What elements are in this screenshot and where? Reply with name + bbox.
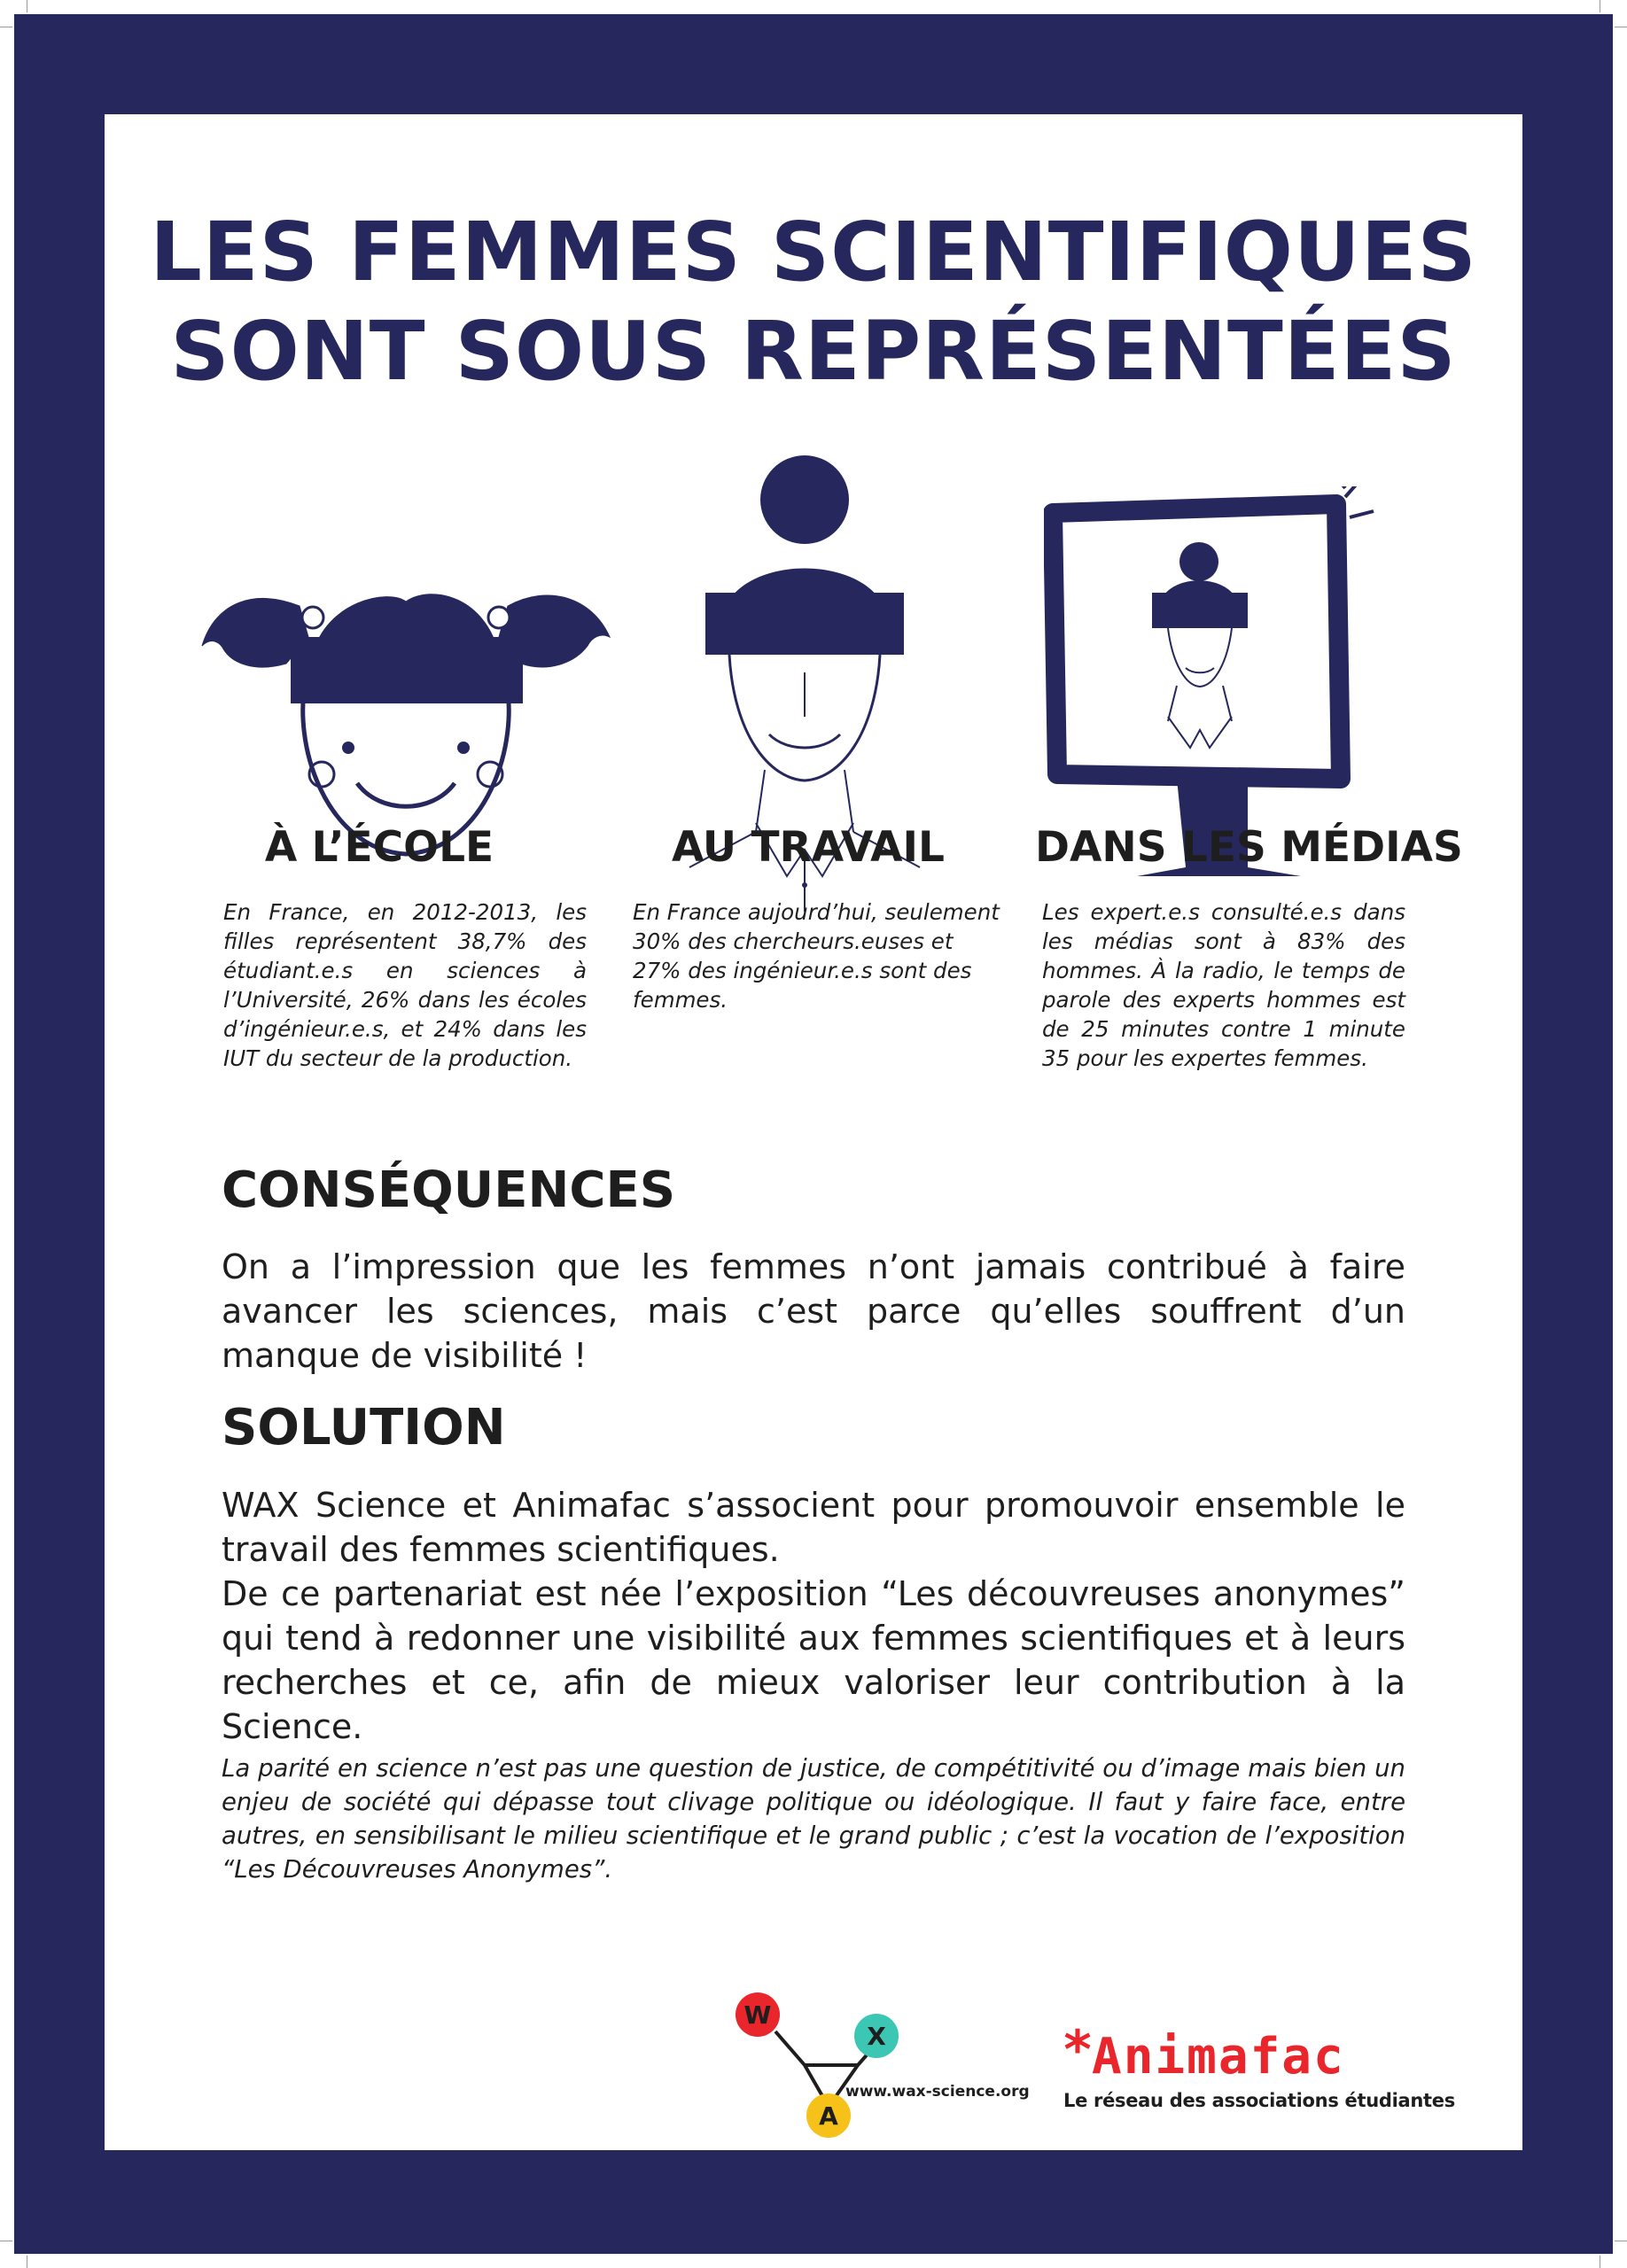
title-line-2: SONT SOUS REPRÉSENTÉES [170, 304, 1457, 399]
consequences-heading: CONSÉQUENCES [222, 1161, 676, 1219]
solution-paragraph-2: De ce partenariat est née l’exposition “Les découvreuses anonymes” qui tend à redonner une visibilité aux femmes scientifiques et à leurs recherches et ce, afin de mieux valoriser leur contribution à la Science. [222, 1574, 1405, 1746]
consequences-text: On a l’impression que les femmes n’ont jamais contribué à faire avancer les sciences, mais c’est parce qu’elles souffrent d’un manque de visibilité ! [222, 1247, 1405, 1375]
censor-bar [1152, 593, 1248, 628]
column-heading-school: À L’ÉCOLE [264, 823, 494, 872]
animafac-logo [1062, 2019, 1455, 2125]
title-line-1: LES FEMMES SCIENTIFIQUES [150, 205, 1477, 299]
wax-letter-a: A [819, 2101, 838, 2131]
censor-bar [291, 637, 523, 703]
column-text-work: En France aujourd’hui, seulement 30% des chercheurs.euses et 27% des ingénieur.e.s sont des femmes. [633, 899, 1000, 1013]
poster-page [105, 114, 1522, 2150]
column-heading-media: DANS LES MÉDIAS [1035, 823, 1463, 872]
wax-url: www.wax-science.org [845, 2083, 1030, 2101]
wax-letter-x: X [867, 2022, 886, 2051]
wax-letter-w: W [743, 2000, 772, 2030]
column-heading-work: AU TRAVAIL [672, 823, 945, 872]
column-text-media: Les expert.e.s consulté.e.s dans les médias sont à 83% des hommes. À la radio, le temps de parole des experts hommes est de 25 minutes contre 1 minute 35 pour les expertes femmes. [1042, 899, 1405, 1071]
solution-heading: SOLUTION [222, 1399, 506, 1456]
closing-quote: La parité en science n’est pas une question de justice, de compétitivité ou d’image mais bien un enjeu de société qui dépasse tout clivage politique ou idéologique. Il faut y faire face, entre autres, en sensibilisant le milieu scientifique et le grand public ; c’est la vocation de l’exposition “Les Découvreuses Anonymes”. [222, 1754, 1405, 1884]
solution-text [222, 1483, 1405, 1749]
hair-tie-icon [488, 607, 510, 628]
censor-bar [705, 593, 904, 655]
animafac-name: Animafac [1092, 2028, 1345, 2085]
hair-tie-icon [302, 607, 323, 628]
column-text-school: En France, en 2012-2013, les filles représentent 38,7% des étudiant.e.s en sciences à l’Université, 26% dans les écoles d’ingénieur.e.s, et 24% dans les IUT du secteur de la production. [223, 899, 587, 1071]
animafac-star: * [1062, 2019, 1094, 2081]
wax-science-logo [725, 1992, 1017, 2142]
poster-title [105, 203, 1522, 401]
animafac-tagline: Le réseau des associations étudiantes [1063, 2090, 1455, 2111]
solution-paragraph-1: WAX Science et Animafac s’associent pour promouvoir ensemble le travail des femmes scientifiques. [222, 1486, 1405, 1569]
